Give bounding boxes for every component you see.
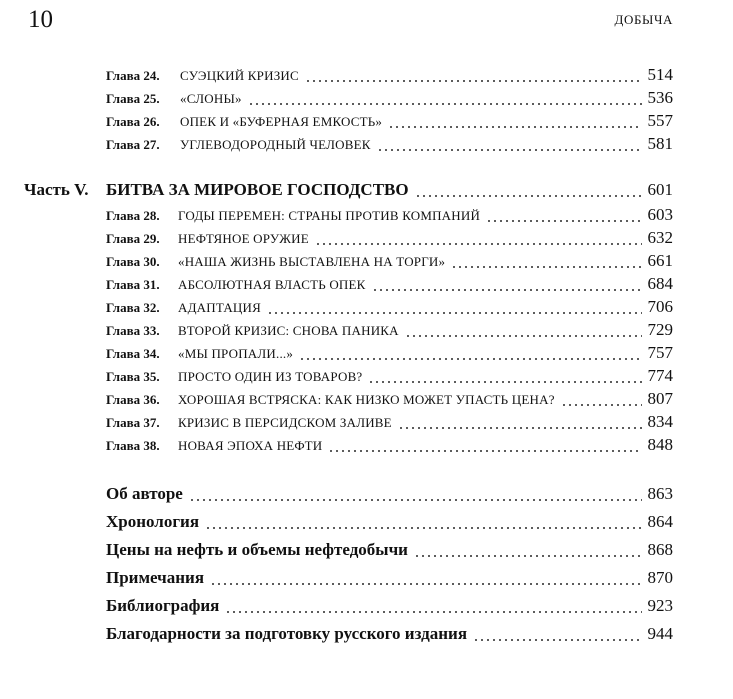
section-page: 868 [647,540,673,559]
dot-leader [328,450,641,452]
dot-leader [205,527,641,529]
dot-leader [414,555,642,557]
chapter-title: «НАША ЖИЗНЬ ВЫСТАВЛЕНА НА ТОРГИ» [178,254,446,269]
chapter-title: ГОДЫ ПЕРЕМЕН: СТРАНЫ ПРОТИВ КОМПАНИЙ [178,208,481,223]
chapter-title: НЕФТЯНОЕ ОРУЖИЕ [178,231,309,246]
dot-leader [405,335,642,337]
section-title: Цены на нефть и объемы нефтедобычи [106,540,408,559]
dot-leader [299,358,641,360]
toc-chapter-30[interactable] [0,251,733,273]
chapter-title: УГЛЕВОДОРОДНЫЙ ЧЕЛОВЕК [180,137,371,152]
toc-chapter-33[interactable] [0,320,733,342]
dot-leader [486,220,641,222]
chapter-label: Глава 33. [106,323,160,338]
chapter-label: Глава 37. [106,415,160,430]
chapter-label: Глава 32. [106,300,160,315]
toc-chapter-35[interactable] [0,366,733,388]
toc-about-author[interactable] [0,484,733,506]
dot-leader [315,243,642,245]
section-title: Благодарности за подготовку русского издания [106,624,468,643]
toc-chapter-24[interactable] [0,65,733,87]
dot-leader [368,381,641,383]
toc-acknowledgements[interactable] [0,624,733,646]
section-title: Примечания [106,568,205,587]
chapter-page: 632 [647,228,673,247]
section-page: 870 [647,568,673,587]
part-title: БИТВА ЗА МИРОВОЕ ГОСПОДСТВО [106,180,409,199]
toc-chapter-26[interactable] [0,111,733,133]
chapter-title: АДАПТАЦИЯ [178,300,261,315]
toc-chapter-34[interactable] [0,343,733,365]
section-title: Об авторе [106,484,183,503]
section-page: 944 [647,624,673,643]
dot-leader [372,289,642,291]
chapter-page: 757 [647,343,673,362]
chapter-page: 774 [647,366,673,385]
dot-leader [388,126,641,128]
dot-leader [189,499,642,501]
part-page: 601 [647,180,673,199]
chapter-page: 807 [647,389,673,408]
chapter-label: Глава 29. [106,231,160,246]
toc-chapter-27[interactable] [0,134,733,156]
toc-bibliography[interactable] [0,596,733,618]
chapter-label: Глава 24. [106,68,160,83]
chapter-label: Глава 35. [106,369,160,384]
chapter-page: 706 [647,297,673,316]
dot-leader [415,195,642,197]
dot-leader [377,149,642,151]
toc-chapter-28[interactable] [0,205,733,227]
chapter-page: 557 [647,111,673,130]
chapter-page: 581 [647,134,673,153]
chapter-title: СУЭЦКИЙ КРИЗИС [180,68,299,83]
chapter-title: АБСОЛЮТНАЯ ВЛАСТЬ ОПЕК [178,277,366,292]
toc-chapter-38[interactable] [0,435,733,457]
toc-chapter-36[interactable] [0,389,733,411]
chapter-title: ХОРОШАЯ ВСТРЯСКА: КАК НИЗКО МОЖЕТ УПАСТЬ ЦЕНА? [178,392,555,407]
section-page: 863 [647,484,673,503]
dot-leader [451,266,641,268]
toc-chapter-37[interactable] [0,412,733,434]
dot-leader [248,103,642,105]
chapter-label: Глава 26. [106,114,160,129]
toc-notes[interactable] [0,568,733,590]
chapter-page: 514 [647,65,673,84]
running-head: ДОБЫЧА [614,12,673,27]
toc-chapter-25[interactable] [0,88,733,110]
chapter-title: НОВАЯ ЭПОХА НЕФТИ [178,438,323,453]
part-label: Часть V. [24,180,89,199]
page-number: 10 [28,6,53,33]
dot-leader [561,404,642,406]
chapter-page: 848 [647,435,673,454]
section-title: Хронология [106,512,200,531]
chapter-label: Глава 38. [106,438,160,453]
chapter-label: Глава 25. [106,91,160,106]
toc-chapter-29[interactable] [0,228,733,250]
toc-chapter-31[interactable] [0,274,733,296]
dot-leader [225,611,641,613]
dot-leader [473,639,641,641]
section-title: Библиография [106,596,220,615]
chapter-title: ВТОРОЙ КРИЗИС: СНОВА ПАНИКА [178,323,399,338]
section-page: 864 [647,512,673,531]
chapter-page: 834 [647,412,673,431]
chapter-label: Глава 30. [106,254,160,269]
chapter-label: Глава 36. [106,392,160,407]
dot-leader [305,80,642,82]
chapter-page: 603 [647,205,673,224]
chapter-title: «СЛОНЫ» [180,91,242,106]
chapter-page: 684 [647,274,673,293]
chapter-title: ОПЕК И «БУФЕРНАЯ ЕМКОСТЬ» [180,114,383,129]
dot-leader [398,427,642,429]
chapter-label: Глава 34. [106,346,160,361]
chapter-title: ПРОСТО ОДИН ИЗ ТОВАРОВ? [178,369,363,384]
dot-leader [210,583,641,585]
toc-part-5[interactable] [0,180,733,202]
toc-chapter-32[interactable] [0,297,733,319]
chapter-title: «МЫ ПРОПАЛИ...» [178,346,294,361]
chapter-label: Глава 28. [106,208,160,223]
chapter-label: Глава 31. [106,277,160,292]
chapter-label: Глава 27. [106,137,160,152]
chapter-page: 536 [647,88,673,107]
chapter-page: 729 [647,320,673,339]
toc-chronology[interactable] [0,512,733,534]
dot-leader [267,312,642,314]
toc-oil-prices[interactable] [0,540,733,562]
section-page: 923 [647,596,673,615]
chapter-title: КРИЗИС В ПЕРСИДСКОМ ЗАЛИВЕ [178,415,392,430]
chapter-page: 661 [647,251,673,270]
